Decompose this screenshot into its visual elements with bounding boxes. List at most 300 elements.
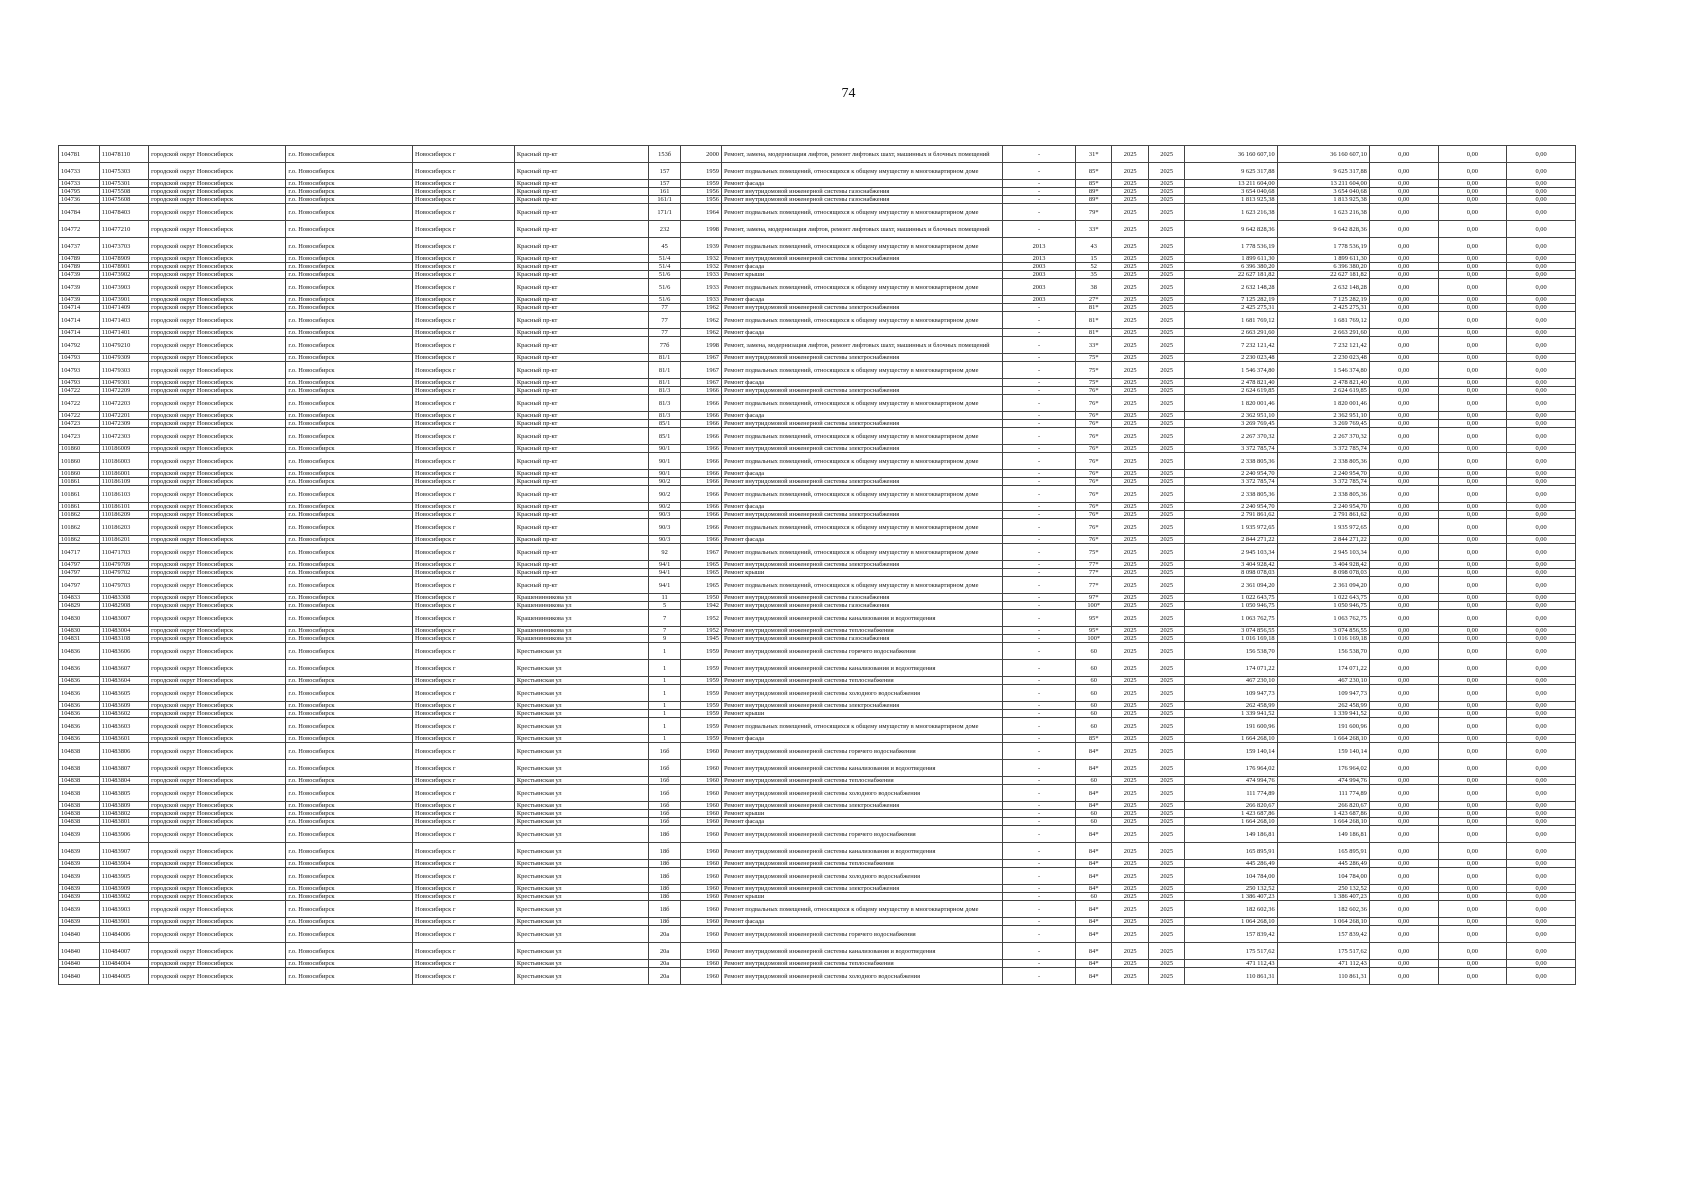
cell-build-year: 1966 [681,519,722,536]
cell-street: Крестьянская ул [514,660,648,677]
cell-municipal-district: городской округ Новосибирск [149,221,286,238]
cell-plan-year-start: 2025 [1112,960,1148,968]
cell-work-id: 110472209 [99,387,148,395]
table-row [59,860,1576,868]
table-row [59,826,1576,843]
cell-last-repair-year: 2003 [1003,296,1076,304]
cell-house-id: 104840 [59,960,100,968]
cell-last-repair-year: - [1003,710,1076,718]
cell-plan-year-end: 2025 [1148,180,1184,188]
cell-municipality: г.о. Новосибирск [286,760,413,777]
cell-municipal-district: городской округ Новосибирск [149,362,286,379]
cell-last-repair-year: - [1003,544,1076,561]
cell-total-cost: 467 230,10 [1185,677,1277,685]
cell-work-id: 110186001 [99,470,148,478]
cell-municipal-district: городской округ Новосибирск [149,926,286,943]
cell-last-repair-year: - [1003,610,1076,627]
cell-owners-funds: 0,00 [1438,868,1507,885]
cell-municipal-district: городской округ Новосибирск [149,735,286,743]
cell-municipal-budget: 0,00 [1369,453,1438,470]
cell-municipal-district: городской округ Новосибирск [149,255,286,263]
cell-street: Красный пр-кт [514,387,648,395]
cell-house-number: 81/1 [649,379,681,387]
cell-municipal-district: городской округ Новосибирск [149,470,286,478]
cell-owners-funds: 0,00 [1438,180,1507,188]
cell-wear: 76* [1075,519,1111,536]
cell-municipal-district: городской округ Новосибирск [149,569,286,577]
cell-owners-funds: 0,00 [1438,577,1507,594]
cell-total-cost: 36 160 607,10 [1185,146,1277,163]
cell-municipal-district: городской округ Новосибирск [149,536,286,544]
cell-municipality: г.о. Новосибирск [286,503,413,511]
cell-wear: 76* [1075,503,1111,511]
cell-street: Красный пр-кт [514,486,648,503]
cell-settlement: Новосибирск г [413,387,515,395]
cell-owners-funds: 0,00 [1438,163,1507,180]
cell-wear: 60 [1075,810,1111,818]
cell-total-cost: 2 230 023,48 [1185,354,1277,362]
cell-municipal-budget: 0,00 [1369,312,1438,329]
cell-wear: 60 [1075,685,1111,702]
cell-build-year: 1965 [681,577,722,594]
cell-total-cost: 1 664 268,10 [1185,735,1277,743]
cell-regional-fund: 22 627 181,82 [1277,271,1369,279]
cell-house-number: 81/1 [649,362,681,379]
cell-last-repair-year: - [1003,412,1076,420]
cell-house-number: 45 [649,238,681,255]
cell-last-repair-year: - [1003,901,1076,918]
cell-municipality: г.о. Новосибирск [286,743,413,760]
cell-municipality: г.о. Новосибирск [286,204,413,221]
cell-municipal-district: городской округ Новосибирск [149,271,286,279]
cell-house-number: 5 [649,602,681,610]
cell-build-year: 1950 [681,594,722,602]
cell-settlement: Новосибирск г [413,296,515,304]
cell-last-repair-year: - [1003,760,1076,777]
cell-plan-year-end: 2025 [1148,660,1184,677]
cell-wear: 33* [1075,221,1111,238]
cell-municipal-budget: 0,00 [1369,544,1438,561]
cell-municipal-district: городской округ Новосибирск [149,643,286,660]
cell-wear: 100* [1075,635,1111,643]
cell-build-year: 1960 [681,926,722,943]
cell-municipality: г.о. Новосибирск [286,810,413,818]
cell-plan-year-start: 2025 [1112,926,1148,943]
cell-total-cost: 182 602,36 [1185,901,1277,918]
cell-owners-funds: 0,00 [1438,445,1507,453]
cell-other-sources: 0,00 [1507,718,1576,735]
cell-house-id: 104838 [59,810,100,818]
cell-other-sources: 0,00 [1507,238,1576,255]
cell-other-sources: 0,00 [1507,643,1576,660]
cell-wear: 79* [1075,204,1111,221]
cell-municipal-budget: 0,00 [1369,760,1438,777]
cell-house-number: 77б [649,337,681,354]
cell-wear: 60 [1075,710,1111,718]
cell-work-type: Ремонт внутридомовой инженерной системы канализования и водоотведения [721,660,1002,677]
table-row [59,420,1576,428]
cell-wear: 35 [1075,271,1111,279]
cell-plan-year-start: 2025 [1112,263,1148,271]
cell-street: Крестьянская ул [514,718,648,735]
cell-other-sources: 0,00 [1507,918,1576,926]
cell-work-id: 110483906 [99,826,148,843]
cell-last-repair-year: - [1003,337,1076,354]
cell-municipal-district: городской округ Новосибирск [149,960,286,968]
cell-work-type: Ремонт фасада [721,536,1002,544]
cell-other-sources: 0,00 [1507,337,1576,354]
cell-work-id: 110483606 [99,643,148,660]
cell-street: Красный пр-кт [514,395,648,412]
cell-plan-year-start: 2025 [1112,594,1148,602]
cell-house-id: 104797 [59,569,100,577]
cell-wear: 60 [1075,702,1111,710]
cell-municipality: г.о. Новосибирск [286,702,413,710]
cell-wear: 95* [1075,627,1111,635]
cell-wear: 76* [1075,453,1111,470]
table-row [59,577,1576,594]
cell-work-type: Ремонт внутридомовой инженерной системы газоснабжения [721,602,1002,610]
cell-house-number: 1 [649,685,681,702]
cell-street: Крестьянская ул [514,968,648,985]
cell-work-id: 110473903 [99,279,148,296]
cell-plan-year-start: 2025 [1112,918,1148,926]
cell-wear: 84* [1075,943,1111,960]
cell-municipal-budget: 0,00 [1369,445,1438,453]
cell-plan-year-start: 2025 [1112,395,1148,412]
cell-municipality: г.о. Новосибирск [286,470,413,478]
cell-house-id: 104839 [59,860,100,868]
cell-last-repair-year: - [1003,329,1076,337]
cell-last-repair-year: - [1003,893,1076,901]
cell-regional-fund: 109 947,73 [1277,685,1369,702]
cell-work-type: Ремонт внутридомовой инженерной системы электроснабжения [721,255,1002,263]
cell-settlement: Новосибирск г [413,685,515,702]
cell-house-id: 104737 [59,238,100,255]
cell-house-id: 104736 [59,196,100,204]
cell-plan-year-end: 2025 [1148,428,1184,445]
cell-municipal-district: городской округ Новосибирск [149,702,286,710]
cell-build-year: 1960 [681,868,722,885]
cell-house-number: 81/3 [649,412,681,420]
cell-settlement: Новосибирск г [413,511,515,519]
cell-municipality: г.о. Новосибирск [286,635,413,643]
cell-work-type: Ремонт подвальных помещений, относящихся к общему имуществу в многоквартирном доме [721,486,1002,503]
cell-settlement: Новосибирск г [413,718,515,735]
cell-municipality: г.о. Новосибирск [286,818,413,826]
cell-build-year: 1952 [681,610,722,627]
cell-owners-funds: 0,00 [1438,960,1507,968]
cell-work-type: Ремонт внутридомовой инженерной системы теплоснабжения [721,677,1002,685]
cell-work-id: 110475608 [99,196,148,204]
cell-plan-year-end: 2025 [1148,279,1184,296]
cell-wear: 85* [1075,180,1111,188]
cell-plan-year-start: 2025 [1112,362,1148,379]
cell-build-year: 1960 [681,777,722,785]
cell-municipality: г.о. Новосибирск [286,387,413,395]
cell-owners-funds: 0,00 [1438,810,1507,818]
cell-regional-fund: 9 625 317,88 [1277,163,1369,180]
cell-plan-year-start: 2025 [1112,519,1148,536]
cell-owners-funds: 0,00 [1438,802,1507,810]
cell-municipality: г.о. Новосибирск [286,196,413,204]
cell-work-type: Ремонт внутридомовой инженерной системы электроснабжения [721,420,1002,428]
cell-municipal-budget: 0,00 [1369,885,1438,893]
cell-work-type: Ремонт, замена, модернизация лифтов, ремонт лифтовых шахт, машинных и блочных помещений [721,221,1002,238]
cell-regional-fund: 2 240 954,70 [1277,503,1369,511]
cell-regional-fund: 110 861,31 [1277,968,1369,985]
cell-plan-year-end: 2025 [1148,163,1184,180]
cell-plan-year-end: 2025 [1148,412,1184,420]
cell-plan-year-start: 2025 [1112,196,1148,204]
cell-regional-fund: 36 160 607,10 [1277,146,1369,163]
cell-municipality: г.о. Новосибирск [286,843,413,860]
cell-last-repair-year: - [1003,478,1076,486]
cell-other-sources: 0,00 [1507,312,1576,329]
cell-municipality: г.о. Новосибирск [286,304,413,312]
cell-wear: 100* [1075,602,1111,610]
cell-plan-year-start: 2025 [1112,536,1148,544]
cell-municipal-budget: 0,00 [1369,685,1438,702]
cell-other-sources: 0,00 [1507,569,1576,577]
cell-settlement: Новосибирск г [413,702,515,710]
cell-last-repair-year: - [1003,519,1076,536]
cell-build-year: 1959 [681,180,722,188]
cell-work-type: Ремонт внутридомовой инженерной системы холодного водоснабжения [721,868,1002,885]
cell-municipal-budget: 0,00 [1369,710,1438,718]
cell-plan-year-start: 2025 [1112,221,1148,238]
cell-work-type: Ремонт внутридомовой инженерной системы газоснабжения [721,594,1002,602]
cell-house-id: 104838 [59,785,100,802]
cell-work-id: 110478909 [99,255,148,263]
cell-plan-year-start: 2025 [1112,643,1148,660]
cell-other-sources: 0,00 [1507,163,1576,180]
cell-build-year: 1960 [681,860,722,868]
cell-plan-year-start: 2025 [1112,968,1148,985]
cell-other-sources: 0,00 [1507,478,1576,486]
cell-total-cost: 1 681 769,12 [1185,312,1277,329]
cell-municipal-district: городской округ Новосибирск [149,519,286,536]
cell-plan-year-start: 2025 [1112,843,1148,860]
cell-municipal-budget: 0,00 [1369,743,1438,760]
cell-last-repair-year: - [1003,718,1076,735]
cell-plan-year-end: 2025 [1148,685,1184,702]
cell-build-year: 1952 [681,627,722,635]
cell-regional-fund: 250 132,52 [1277,885,1369,893]
cell-house-id: 104781 [59,146,100,163]
cell-total-cost: 2 425 275,31 [1185,304,1277,312]
cell-plan-year-end: 2025 [1148,710,1184,718]
cell-work-type: Ремонт подвальных помещений, относящихся к общему имуществу в многоквартирном доме [721,395,1002,412]
cell-plan-year-start: 2025 [1112,478,1148,486]
cell-street: Крашенинникова ул [514,635,648,643]
cell-house-number: 171/1 [649,204,681,221]
cell-regional-fund: 1 063 762,75 [1277,610,1369,627]
table-row [59,677,1576,685]
cell-settlement: Новосибирск г [413,802,515,810]
cell-last-repair-year: - [1003,826,1076,843]
cell-build-year: 1932 [681,255,722,263]
cell-plan-year-end: 2025 [1148,868,1184,885]
table-row [59,519,1576,536]
cell-municipal-budget: 0,00 [1369,810,1438,818]
cell-street: Крашенинникова ул [514,594,648,602]
cell-settlement: Новосибирск г [413,710,515,718]
cell-house-id: 104836 [59,710,100,718]
cell-work-id: 110483804 [99,777,148,785]
cell-municipal-budget: 0,00 [1369,660,1438,677]
cell-regional-fund: 3 074 856,55 [1277,627,1369,635]
cell-settlement: Новосибирск г [413,196,515,204]
cell-wear: 81* [1075,329,1111,337]
cell-wear: 52 [1075,263,1111,271]
cell-municipality: г.о. Новосибирск [286,710,413,718]
cell-total-cost: 1 664 268,10 [1185,818,1277,826]
cell-municipal-district: городской округ Новосибирск [149,180,286,188]
cell-plan-year-end: 2025 [1148,238,1184,255]
cell-regional-fund: 2 663 291,60 [1277,329,1369,337]
cell-municipal-budget: 0,00 [1369,412,1438,420]
cell-municipal-budget: 0,00 [1369,511,1438,519]
cell-plan-year-end: 2025 [1148,263,1184,271]
cell-house-number: 18б [649,901,681,918]
cell-municipality: г.о. Новосибирск [286,826,413,843]
cell-last-repair-year: - [1003,635,1076,643]
cell-build-year: 1962 [681,329,722,337]
table-row [59,926,1576,943]
table-row [59,146,1576,163]
table-row [59,544,1576,561]
cell-municipal-district: городской округ Новосибирск [149,860,286,868]
cell-municipal-district: городской округ Новосибирск [149,296,286,304]
cell-plan-year-end: 2025 [1148,594,1184,602]
cell-work-id: 110483902 [99,893,148,901]
cell-build-year: 1959 [681,677,722,685]
cell-work-id: 110483904 [99,860,148,868]
cell-municipality: г.о. Новосибирск [286,379,413,387]
cell-house-id: 104723 [59,428,100,445]
cell-street: Крестьянская ул [514,926,648,943]
table-row [59,279,1576,296]
cell-settlement: Новосибирск г [413,362,515,379]
cell-house-id: 104836 [59,735,100,743]
cell-owners-funds: 0,00 [1438,918,1507,926]
cell-other-sources: 0,00 [1507,453,1576,470]
cell-municipal-budget: 0,00 [1369,577,1438,594]
cell-last-repair-year: - [1003,802,1076,810]
table-row [59,296,1576,304]
cell-settlement: Новосибирск г [413,785,515,802]
cell-work-id: 110483605 [99,685,148,702]
cell-last-repair-year: - [1003,470,1076,478]
table-row [59,702,1576,710]
cell-settlement: Новосибирск г [413,561,515,569]
cell-other-sources: 0,00 [1507,387,1576,395]
cell-last-repair-year: - [1003,362,1076,379]
cell-work-type: Ремонт, замена, модернизация лифтов, ремонт лифтовых шахт, машинных и блочных помещений [721,337,1002,354]
cell-municipality: г.о. Новосибирск [286,337,413,354]
cell-total-cost: 1 423 687,86 [1185,810,1277,818]
cell-owners-funds: 0,00 [1438,329,1507,337]
cell-build-year: 1966 [681,478,722,486]
cell-settlement: Новосибирск г [413,263,515,271]
cell-owners-funds: 0,00 [1438,204,1507,221]
cell-build-year: 1962 [681,312,722,329]
cell-other-sources: 0,00 [1507,610,1576,627]
table-row [59,188,1576,196]
cell-municipal-district: городской округ Новосибирск [149,412,286,420]
cell-wear: 81* [1075,312,1111,329]
cell-regional-fund: 2 945 103,34 [1277,544,1369,561]
cell-work-type: Ремонт подвальных помещений, относящихся к общему имуществу в многоквартирном доме [721,204,1002,221]
cell-house-number: 90/3 [649,519,681,536]
cell-plan-year-start: 2025 [1112,204,1148,221]
cell-work-type: Ремонт подвальных помещений, относящихся к общему имуществу в многоквартирном доме [721,428,1002,445]
table-row [59,238,1576,255]
cell-plan-year-start: 2025 [1112,760,1148,777]
cell-street: Крашенинникова ул [514,602,648,610]
cell-house-number: 157 [649,163,681,180]
cell-settlement: Новосибирск г [413,354,515,362]
cell-municipal-budget: 0,00 [1369,271,1438,279]
table-row [59,569,1576,577]
cell-regional-fund: 159 140,14 [1277,743,1369,760]
cell-build-year: 1966 [681,503,722,511]
cell-municipal-district: городской округ Новосибирск [149,602,286,610]
cell-work-id: 110483602 [99,710,148,718]
cell-owners-funds: 0,00 [1438,710,1507,718]
cell-settlement: Новосибирск г [413,478,515,486]
table-row [59,379,1576,387]
cell-work-type: Ремонт фасада [721,296,1002,304]
cell-work-id: 110484005 [99,968,148,985]
table-row [59,943,1576,960]
cell-settlement: Новосибирск г [413,544,515,561]
cell-regional-fund: 3 372 785,74 [1277,478,1369,486]
cell-plan-year-start: 2025 [1112,420,1148,428]
cell-total-cost: 1 778 536,19 [1185,238,1277,255]
cell-regional-fund: 8 098 078,03 [1277,569,1369,577]
cell-last-repair-year: - [1003,204,1076,221]
cell-municipality: г.о. Новосибирск [286,777,413,785]
cell-work-type: Ремонт подвальных помещений, относящихся к общему имуществу в многоквартирном доме [721,453,1002,470]
cell-municipal-budget: 0,00 [1369,826,1438,843]
cell-house-number: 16б [649,802,681,810]
cell-municipal-district: городской округ Новосибирск [149,885,286,893]
cell-wear: 77* [1075,577,1111,594]
cell-plan-year-end: 2025 [1148,544,1184,561]
cell-total-cost: 1 813 925,38 [1185,196,1277,204]
cell-last-repair-year: - [1003,810,1076,818]
cell-wear: 33* [1075,337,1111,354]
cell-last-repair-year: - [1003,561,1076,569]
cell-wear: 84* [1075,885,1111,893]
cell-house-number: 18б [649,868,681,885]
page-number: 74 [841,86,856,101]
works-table [58,145,1576,985]
cell-other-sources: 0,00 [1507,204,1576,221]
cell-work-type: Ремонт внутридомовой инженерной системы электроснабжения [721,561,1002,569]
cell-work-id: 110483802 [99,810,148,818]
cell-last-repair-year: - [1003,312,1076,329]
cell-municipality: г.о. Новосибирск [286,660,413,677]
cell-house-id: 104739 [59,296,100,304]
cell-municipality: г.о. Новосибирск [286,428,413,445]
cell-regional-fund: 1 820 001,46 [1277,395,1369,412]
cell-house-id: 104793 [59,354,100,362]
cell-work-id: 110479303 [99,362,148,379]
cell-other-sources: 0,00 [1507,810,1576,818]
